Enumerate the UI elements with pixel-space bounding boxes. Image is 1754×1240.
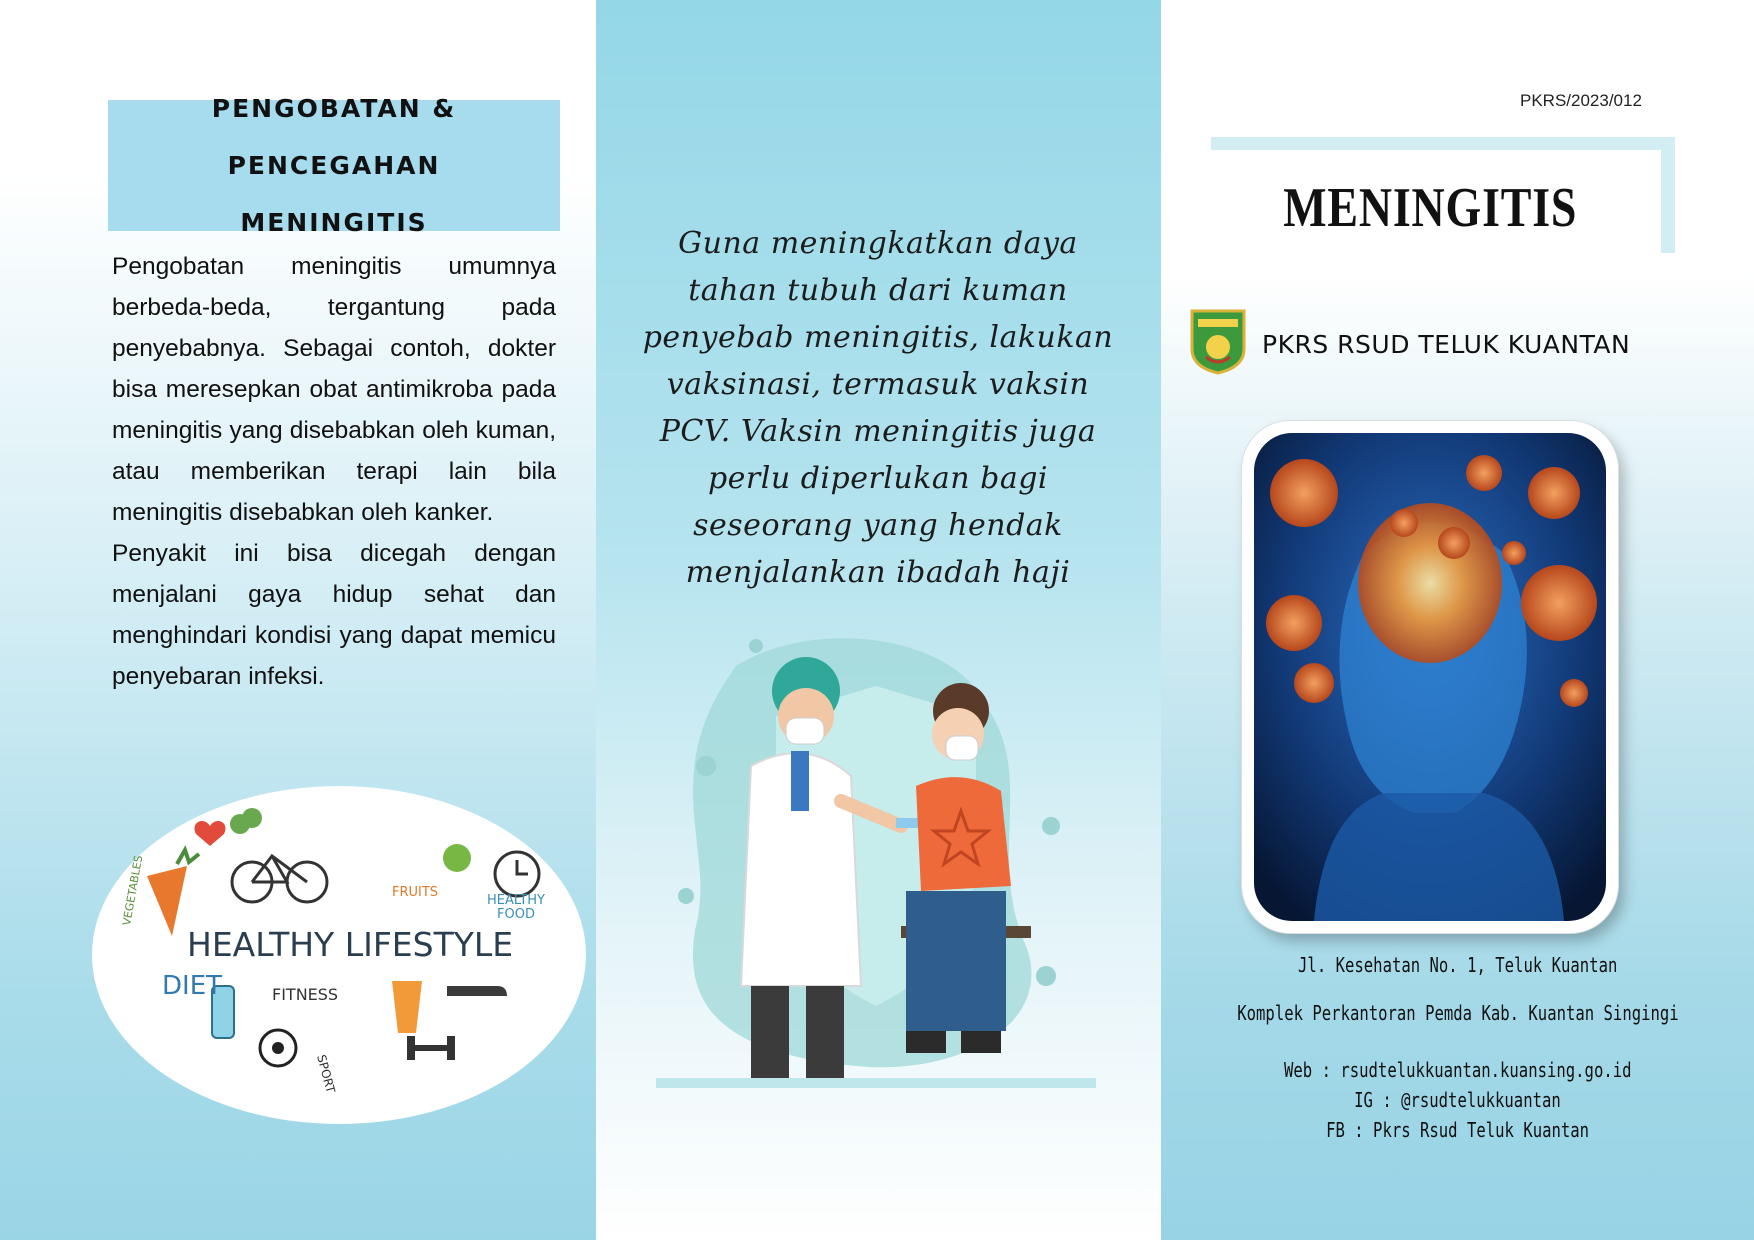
prevention-paragraph: Penyakit ini bisa dicegah dengan menjalani gaya hidup sehat dan menghindari kondisi yang dapat memicu penyebaran infeksi.: [112, 540, 556, 690]
instagram-line: [1161, 1088, 1754, 1112]
lifestyle-main-word: HEALTHY LIFESTYLE: [187, 925, 514, 964]
quote-line: PCV. Vaksin meningitis juga: [659, 414, 1097, 449]
left-panel: [0, 0, 596, 1240]
apple-icon: [443, 844, 471, 872]
treatment-heading-box: [108, 94, 560, 237]
treatment-heading-line1: PENGOBATAN & PENCEGAHAN: [211, 94, 457, 180]
hospital-logo-icon: [1188, 307, 1248, 375]
vaccination-illustration: [656, 626, 1096, 1096]
lifestyle-vegetables-word: VEGETABLES: [120, 854, 146, 927]
lifestyle-sport-word: SPORT: [314, 1053, 338, 1095]
quote-line: seseorang yang hendak: [693, 508, 1063, 543]
ball-icon: [260, 1030, 296, 1066]
address-line-2: [1161, 1001, 1754, 1025]
cover-title-box: [1199, 150, 1661, 265]
healthy-lifestyle-illustration: [92, 786, 586, 1124]
treatment-body: [112, 246, 556, 697]
website-text: Web : rsudtelukkuantan.kuansing.go.id: [1283, 1058, 1632, 1082]
lifestyle-food-word: FOOD: [497, 907, 535, 922]
quote-line: Guna meningkatkan daya: [678, 226, 1078, 261]
meningitis-image-frame: [1242, 421, 1618, 933]
quote-line: vaksinasi, termasuk vaksin: [666, 367, 1090, 402]
quote-line: tahan tubuh dari kuman: [688, 273, 1068, 308]
lifestyle-healthy-word: HEALTHY: [487, 893, 545, 908]
quote-line: penyebab meningitis, lakukan: [642, 320, 1114, 355]
treatment-heading-line2: MENINGITIS: [240, 208, 428, 237]
organization-name: PKRS RSUD TELUK KUANTAN: [1262, 330, 1631, 359]
lifestyle-fitness-word: FITNESS: [272, 985, 339, 1004]
sneaker-icon: [447, 986, 507, 996]
address-text-1: Jl. Kesehatan No. 1, Teluk Kuantan: [1297, 953, 1618, 977]
treatment-heading: [108, 80, 560, 251]
lifestyle-fruits-word: FRUITS: [392, 885, 439, 900]
document-code: PKRS/2023/012: [1520, 91, 1642, 110]
vaccination-quote: [638, 220, 1118, 596]
website-line: [1161, 1058, 1754, 1082]
meningitis-brain-image: [1254, 433, 1606, 921]
facebook-text: FB : Pkrs Rsud Teluk Kuantan: [1326, 1118, 1589, 1142]
address-line-1: [1161, 953, 1754, 977]
lifestyle-diet-word: DIET: [162, 971, 222, 1001]
quote-line: menjalankan ibadah haji: [685, 555, 1071, 590]
facebook-line: [1161, 1118, 1754, 1142]
treatment-paragraph: Pengobatan meningitis umumnya berbeda-beda, tergantung pada penyebabnya. Sebagai contoh, dokter bisa meresepkan obat antimikroba pada meningitis yang disebabkan oleh kuman, atau memberikan terapi lain bila meningitis disebabkan oleh kanker.: [112, 253, 556, 526]
quote-line: perlu diperlukan bagi: [707, 461, 1049, 496]
instagram-text: IG : @rsudtelukkuantan: [1354, 1088, 1561, 1112]
cover-title: MENINGITIS: [1283, 176, 1577, 239]
address-text-2: Komplek Perkantoran Pemda Kab. Kuantan Singingi: [1236, 1001, 1679, 1025]
